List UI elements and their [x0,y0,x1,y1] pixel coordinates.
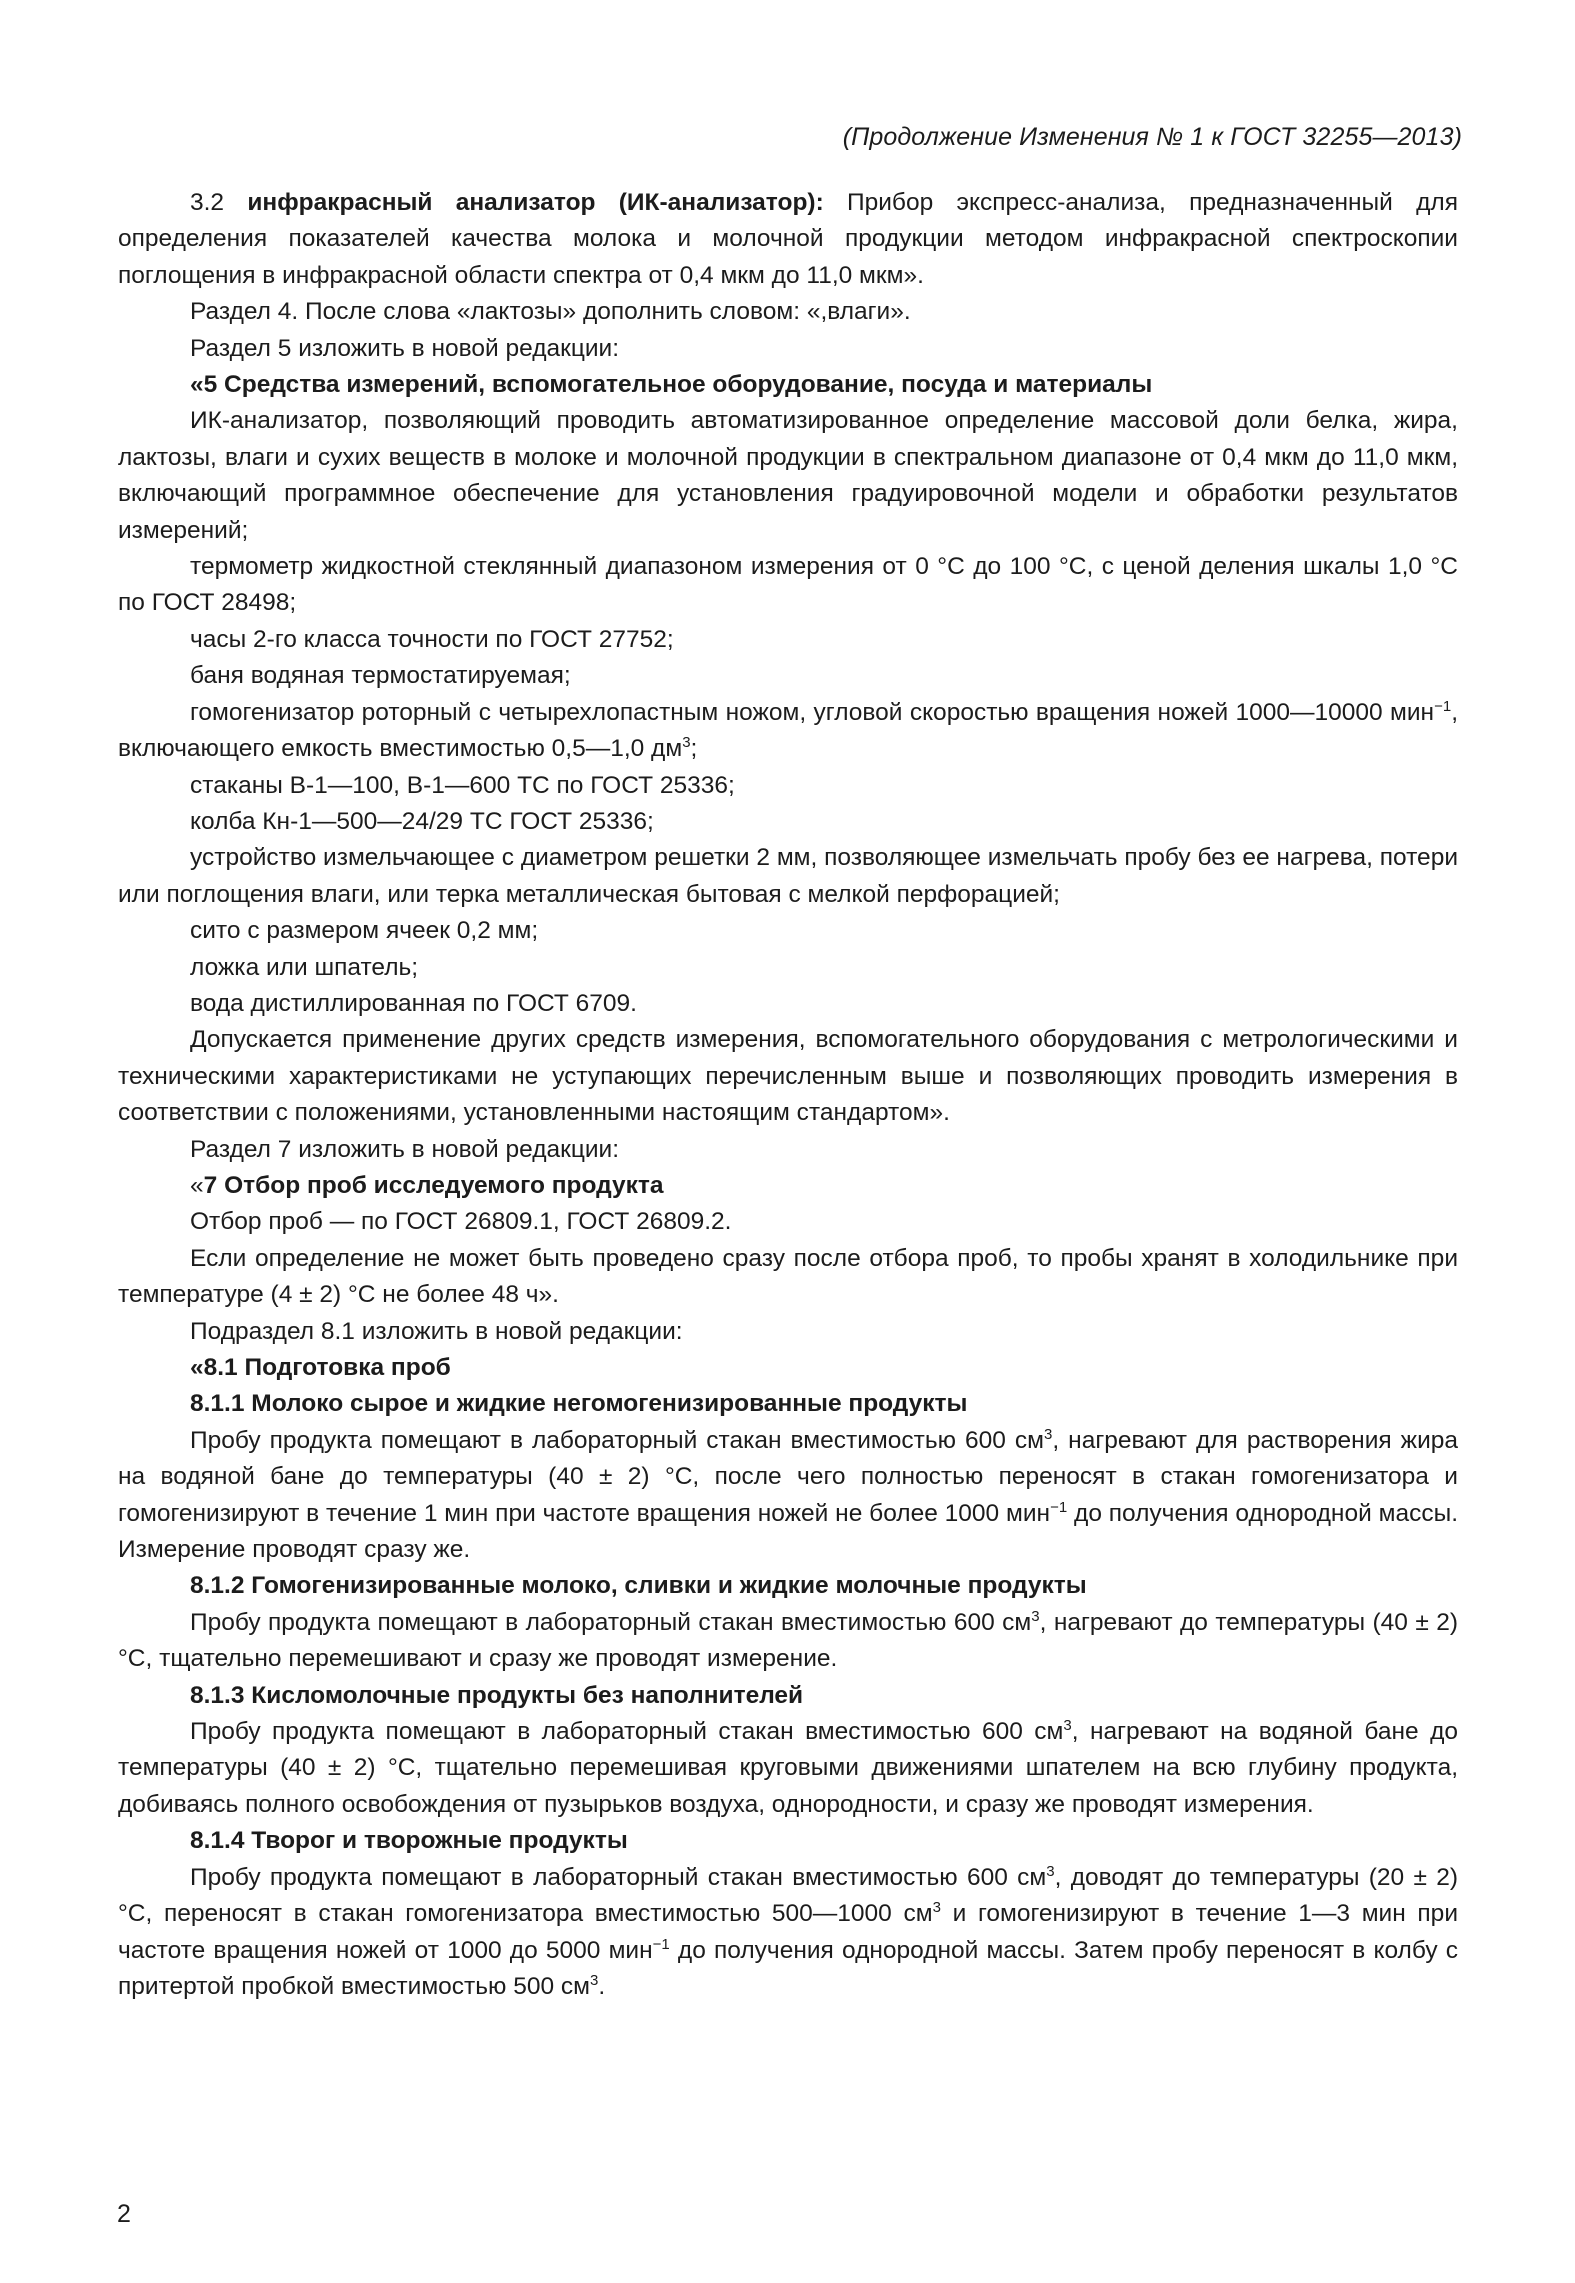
paragraph: Отбор проб — по ГОСТ 26809.1, ГОСТ 26809.2. [190,1208,732,1236]
paragraph [118,1860,1458,2006]
text-run: , нагревают для растворения жира на водяной бане до температуры (40 ± 2) °С, после чего полностью переносят в стакан гомогенизатора и гомогенизируют в течение 1 мин при частоте вращения ножей не более 1000 мин [118,1426,1459,1527]
list-item: сито с размером ячеек 0,2 мм; [190,917,539,945]
text-run: Пробу продукта помещают в лабораторный стакан вместимостью 600 см [190,1608,1032,1636]
text-run: Пробу продукта помещают в лабораторный стакан вместимостью 600 см [190,1426,1045,1454]
list-item: термометр жидкостной стеклянный диапазоном измерения от 0 °С до 100 °С, с ценой деления шкалы 1,0 °С по ГОСТ 28498; [118,553,1458,617]
definition-text: Прибор экспресс-анализа, предназначенный для определения показателей качества молока и молочной продукции методом инфракрасной спектроскопии поглощения в инфракрасной области спектра от 0,4 мкм до 11,0 мкм». [118,189,1458,289]
subsection-heading: 8.1.3 Кисломолочные продукты без наполнителей [190,1681,804,1709]
paragraph: Раздел 5 изложить в новой редакции: [190,334,620,362]
paragraph: Допускается применение других средств измерения, вспомогательного оборудования с метрологическими и техническими характеристиками не уступающих перечисленным выше и позволяющих проводить измерения в соответствии с положениями, установленными настоящим стандартом». [118,1026,1458,1127]
list-item: стаканы В-1—100, В-1—600 ТС по ГОСТ 25336; [190,771,735,799]
text-run: ; [690,735,698,763]
text-run: , нагревают до температуры (40 ± 2) °С, тщательно перемешивают и сразу же проводят измерение. [118,1608,1458,1673]
list-item: ИК-анализатор, позволяющий проводить автоматизированное определение массовой доли белка, жира, лактозы, влаги и сухих веществ в молоке и молочной продукции в спектральном диапазоне от 0,4 мкм до 11,0 мкм, включающий программное обеспечение для установления градуировочной модели и обработки результатов измерений; [118,407,1458,544]
defined-term: инфракрасный анализатор (ИК-анализатор): [247,189,824,216]
text-run: до получения однородной массы. Измерение проводят сразу же. [118,1499,1458,1564]
text-run: , нагревают на водяной бане до температуры (40 ± 2) °С, тщательно перемешивая круговыми движениями шпателем на всю глубину продукта, добиваясь полного освобождения от пузырьков воздуха, однородности, и сразу же проводят измерения. [118,1718,1459,1818]
definition-paragraph [118,185,1458,294]
text-run: гомогенизатор роторный с четырехлопастным ножом, угловой скоростью вращения ножей 1000—10000 мин [190,698,1435,726]
text-run: , доводят до температуры (20 ± 2) °С, переносят в стакан гомогенизатора вместимостью 500—1000 см [118,1863,1458,1928]
text-run: Пробу продукта помещают в лабораторный стакан вместимостью 600 см [190,1718,1064,1746]
section-heading: «5 Средства измерений, вспомогательное оборудование, посуда и материалы [190,371,1153,399]
section-heading [118,1168,1458,1204]
text-run: Пробу продукта помещают в лабораторный стакан вместимостью 600 см [190,1863,1047,1891]
list-item: баня водяная термостатируемая; [190,662,571,690]
list-item: устройство измельчающее с диаметром решетки 2 мм, позволяющее измельчать пробу без ее нагрева, потери или поглощения влаги, или терка металлическая бытовая с мелкой перфорацией; [118,844,1458,908]
subsection-heading: «8.1 Подготовка проб [190,1354,451,1381]
running-header: (Продолжение Изменения № 1 к ГОСТ 32255—2013) [842,123,1462,151]
clause-number: 3.2 [190,189,248,216]
heading-text: 7 Отбор проб исследуемого продукта [203,1171,664,1199]
superscript: 3 [1031,1607,1040,1625]
list-item: часы 2-го класса точности по ГОСТ 27752; [190,625,674,653]
paragraph [118,1714,1458,1823]
superscript: −1 [1050,1498,1068,1516]
list-item [118,695,1458,768]
superscript: 3 [1046,1862,1055,1880]
paragraph: Если определение не может быть проведено сразу после отбора проб, то пробы хранят в холодильнике при температуре (4 ± 2) °С не более 48 ч». [118,1244,1458,1309]
list-item: ложка или шпатель; [190,953,419,981]
list-item: колба Кн-1—500—24/29 ТС ГОСТ 25336; [190,807,654,835]
superscript: 3 [932,1899,941,1917]
superscript: 3 [1063,1717,1072,1735]
document-body [118,185,1458,2005]
superscript: 3 [682,734,691,752]
text-run: , включающего емкость вместимостью 0,5—1,0 дм [118,698,1458,763]
text-run: . [598,1972,606,2000]
text-run: до получения однородной массы. Затем пробу переносят в колбу с притертой пробкой вместимостью 500 см [118,1936,1458,2000]
list-item: вода дистиллированная по ГОСТ 6709. [190,989,637,1017]
text-run: и гомогенизируют в течение 1—3 мин при частоте вращения ножей от 1000 до 5000 мин [118,1900,1458,1964]
paragraph: Подраздел 8.1 изложить в новой редакции: [190,1317,683,1345]
superscript: −1 [652,1935,670,1953]
paragraph [118,1423,1458,1569]
subsection-heading: 8.1.1 Молоко сырое и жидкие негомогенизированные продукты [190,1390,968,1418]
superscript: 3 [1044,1425,1053,1443]
subsection-heading: 8.1.4 Творог и творожные продукты [190,1827,628,1855]
superscript: 3 [590,1971,599,1989]
quote-mark: « [190,1171,204,1199]
page-number: 2 [117,2200,131,2228]
paragraph [118,1605,1458,1678]
subsection-heading: 8.1.2 Гомогенизированные молоко, сливки и жидкие молочные продукты [190,1572,1087,1600]
superscript: −1 [1434,697,1452,715]
paragraph: Раздел 7 изложить в новой редакции: [190,1135,620,1163]
paragraph: Раздел 4. После слова «лактозы» дополнить словом: «,влаги». [190,298,911,326]
